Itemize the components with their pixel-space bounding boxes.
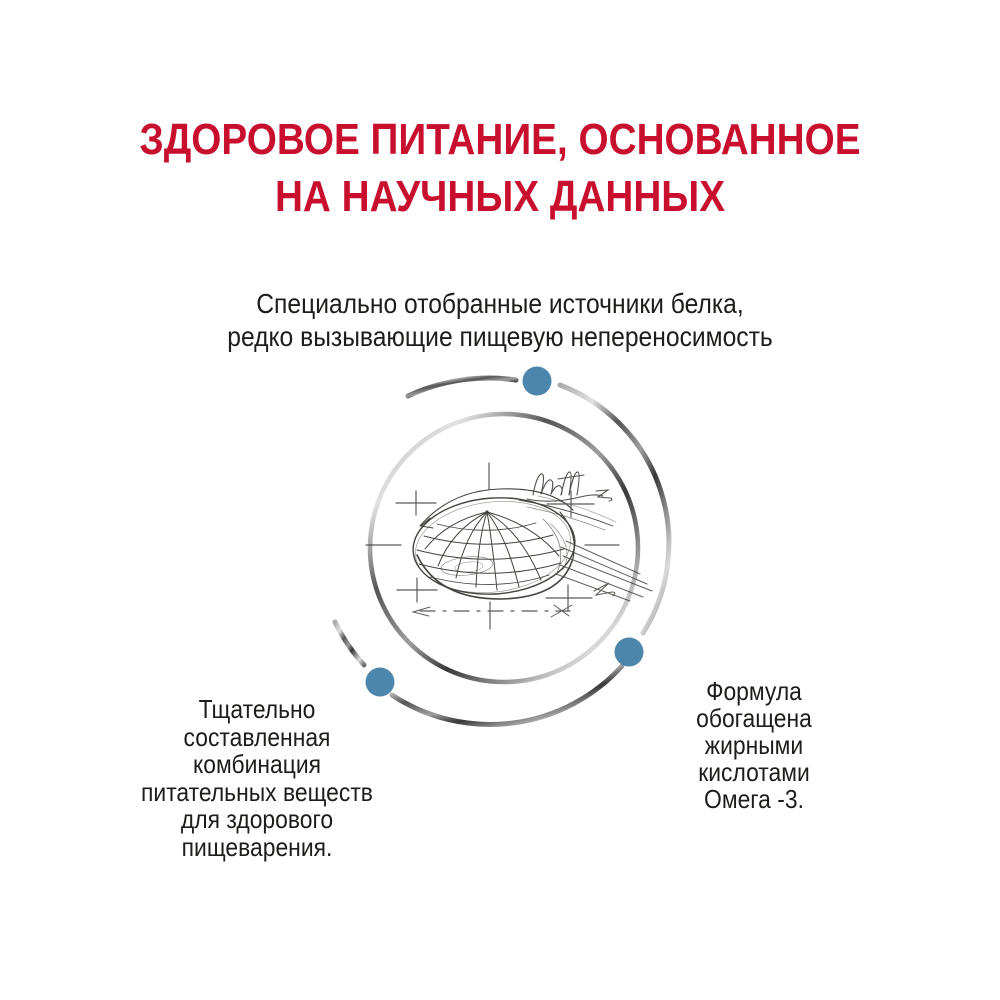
- callout-digestion-line-3: комбинация: [193, 749, 321, 779]
- callout-digestion-line-4: питательных веществ: [141, 776, 373, 807]
- callout-protein-line-1: Специально отобранные источники белка,: [256, 288, 744, 319]
- callout-digestion-line-6: пищеварения.: [181, 831, 333, 862]
- ring-outer-arc-bottom-left: [335, 622, 364, 665]
- callout-digestion-line-5: для здорового: [180, 804, 334, 834]
- ring-outer-arc-top: [408, 378, 516, 396]
- ring-outer-arc-bottom: [392, 666, 622, 724]
- designer-signature-scribble: [527, 472, 612, 501]
- kibble-grid: [417, 510, 567, 590]
- callout-digestion-line-2: составленная: [183, 721, 331, 752]
- callout-digestion-line-1: Тщательно: [198, 694, 316, 724]
- page-title-line-1: ЗДОРОВОЕ ПИТАНИЕ, ОСНОВАННОЕ: [139, 115, 861, 164]
- callout-omega3: [648, 678, 859, 813]
- dimension-line: [413, 605, 572, 617]
- callout-omega3-line-1: Формула обогащена: [696, 676, 812, 733]
- bullet-dot-bottom-right: [615, 638, 644, 667]
- callout-protein-line-2: редко вызывающие пищевую непереносимость: [227, 321, 773, 352]
- bullet-dot-bottom-left: [366, 668, 395, 697]
- callout-digestion: [134, 696, 380, 861]
- ring-inner: [370, 414, 638, 682]
- kibble-sketch: [366, 463, 652, 629]
- callout-omega3-line-3: Омега -3.: [704, 784, 804, 814]
- callout-omega3-line-2: жирными кислотами: [698, 730, 810, 787]
- page-title-line-2: НА НАУЧНЫХ ДАННЫХ: [274, 172, 726, 221]
- bullet-dot-top: [523, 367, 552, 396]
